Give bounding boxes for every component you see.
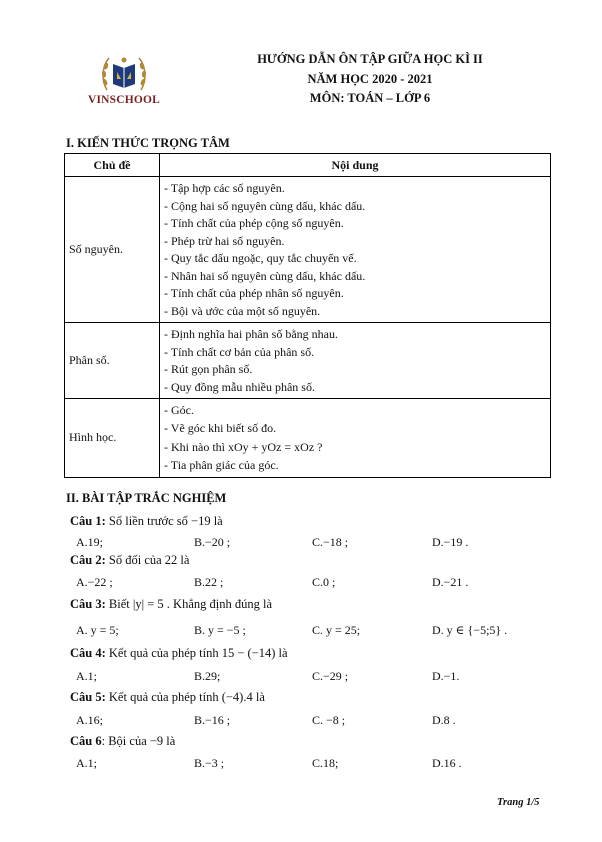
question-1 xyxy=(70,514,223,529)
option-d: D.−21 . xyxy=(432,575,469,589)
question-text: Kết quả của phép tính 15 − (−14) là xyxy=(105,646,288,660)
content-cell xyxy=(160,323,551,399)
option-d: D. y ∈ {−5;5} . xyxy=(432,623,508,637)
list-item: - Tính chất của phép cộng số nguyên. xyxy=(164,216,344,230)
option-c: C.0 ; xyxy=(312,575,336,589)
table-row xyxy=(65,399,551,478)
section-1-title: I. KIẾN THỨC TRỌNG TÂM xyxy=(66,136,230,150)
list-item: - Quy tắc dấu ngoặc, quy tắc chuyển vế. xyxy=(164,251,357,265)
question-text: Biết |y| = 5 . Khẳng định đúng là xyxy=(105,597,272,611)
list-item: - Vẽ góc khi biết số đo. xyxy=(164,420,277,435)
table-row xyxy=(65,177,551,323)
option-d: D.8 . xyxy=(432,713,456,727)
topic-cell: Phân số. xyxy=(65,323,160,399)
list-item: - Quy đồng mẫu nhiều phân số. xyxy=(164,379,315,394)
question-text: Số đối của 22 là xyxy=(105,553,190,567)
logo-tagline xyxy=(86,107,162,112)
option-d: D.−1. xyxy=(432,669,460,683)
question-2 xyxy=(70,553,189,568)
list-item: - Định nghĩa hai phân số bằng nhau. xyxy=(164,327,338,341)
header-subject: MÔN: TOÁN – LỚP 6 xyxy=(309,91,431,105)
col-topic-header: Chủ đề xyxy=(65,154,160,177)
page-number: Trang 1/5 xyxy=(497,797,540,808)
list-item: - Tính chất cơ bản của phân số. xyxy=(164,344,315,359)
option-a: A. y = 5; xyxy=(76,623,119,637)
option-b: B.−3 ; xyxy=(194,756,225,770)
question-label: Câu 2: xyxy=(70,553,106,567)
question-text: : Bội của −9 là xyxy=(101,734,176,748)
col-content-header: Nội dung xyxy=(160,154,551,177)
option-c: C. y = 25; xyxy=(312,623,361,637)
question-6 xyxy=(70,734,175,749)
option-b: B.−16 ; xyxy=(194,713,231,727)
option-c: C.−18 ; xyxy=(312,535,349,549)
list-item: - Cộng hai số nguyên cùng dấu, khác dấu. xyxy=(164,198,366,213)
option-c: C.−29 ; xyxy=(312,669,349,683)
option-b: B.29; xyxy=(194,669,221,683)
option-d: D.16 . xyxy=(432,756,462,770)
list-item: - Tia phân giác của góc. xyxy=(164,458,279,472)
question-5 xyxy=(70,690,265,705)
section-2-title: II. BÀI TẬP TRẮC NGHIỆM xyxy=(66,491,227,505)
option-b: B. y = −5 ; xyxy=(194,623,246,637)
question-label: Câu 1: xyxy=(70,514,106,528)
question-label: Câu 3: xyxy=(70,597,106,611)
question-text: Kết quả của phép tính (−4).4 là xyxy=(105,690,265,704)
option-b: B.−20 ; xyxy=(194,535,231,549)
question-label: Câu 6 xyxy=(70,734,102,748)
question-label: Câu 4: xyxy=(70,646,106,660)
option-a: A.1; xyxy=(76,669,97,683)
list-item: - Khi nào thì xOy + yOz = xOz ? xyxy=(164,440,323,454)
topic-cell: Hình học. xyxy=(65,399,160,478)
list-item: - Rút gọn phân số. xyxy=(164,362,253,376)
list-item: - Góc. xyxy=(164,403,194,417)
option-c: C.18; xyxy=(312,756,339,770)
content-cell xyxy=(160,177,551,323)
option-d: D.−19 . xyxy=(432,535,469,549)
list-item: - Tập hợp các số nguyên. xyxy=(164,181,285,195)
header-school-year: NĂM HỌC 2020 - 2021 xyxy=(307,71,433,86)
topic-cell: Số nguyên. xyxy=(65,177,160,323)
question-label: Câu 5: xyxy=(70,690,106,704)
table-header-row xyxy=(65,154,551,177)
option-a: A.16; xyxy=(76,713,103,727)
list-item: - Tính chất của phép nhân số nguyên. xyxy=(164,286,344,300)
school-logo xyxy=(86,52,162,118)
question-text: Số liền trước số −19 là xyxy=(105,514,223,528)
logo-brand: VINSCHOOL xyxy=(87,94,161,106)
list-item: - Nhân hai số nguyên cùng dấu, khác dấu. xyxy=(164,268,366,283)
option-b: B.22 ; xyxy=(194,575,224,589)
option-a: A.−22 ; xyxy=(76,575,113,589)
option-a: A.1; xyxy=(76,756,97,770)
document-header xyxy=(230,50,510,109)
book-crest-icon xyxy=(99,52,149,96)
list-item: - Bội và ước của một số nguyên. xyxy=(164,303,321,318)
question-3 xyxy=(70,597,272,612)
option-c: C. −8 ; xyxy=(312,713,346,727)
topics-table xyxy=(64,153,551,478)
question-4 xyxy=(70,646,288,661)
table-row xyxy=(65,323,551,399)
list-item: - Phép trừ hai số nguyên. xyxy=(164,233,285,248)
content-cell xyxy=(160,399,551,478)
header-title: HƯỚNG DẪN ÔN TẬP GIỮA HỌC KÌ II xyxy=(257,52,483,66)
option-a: A.19; xyxy=(76,535,103,549)
